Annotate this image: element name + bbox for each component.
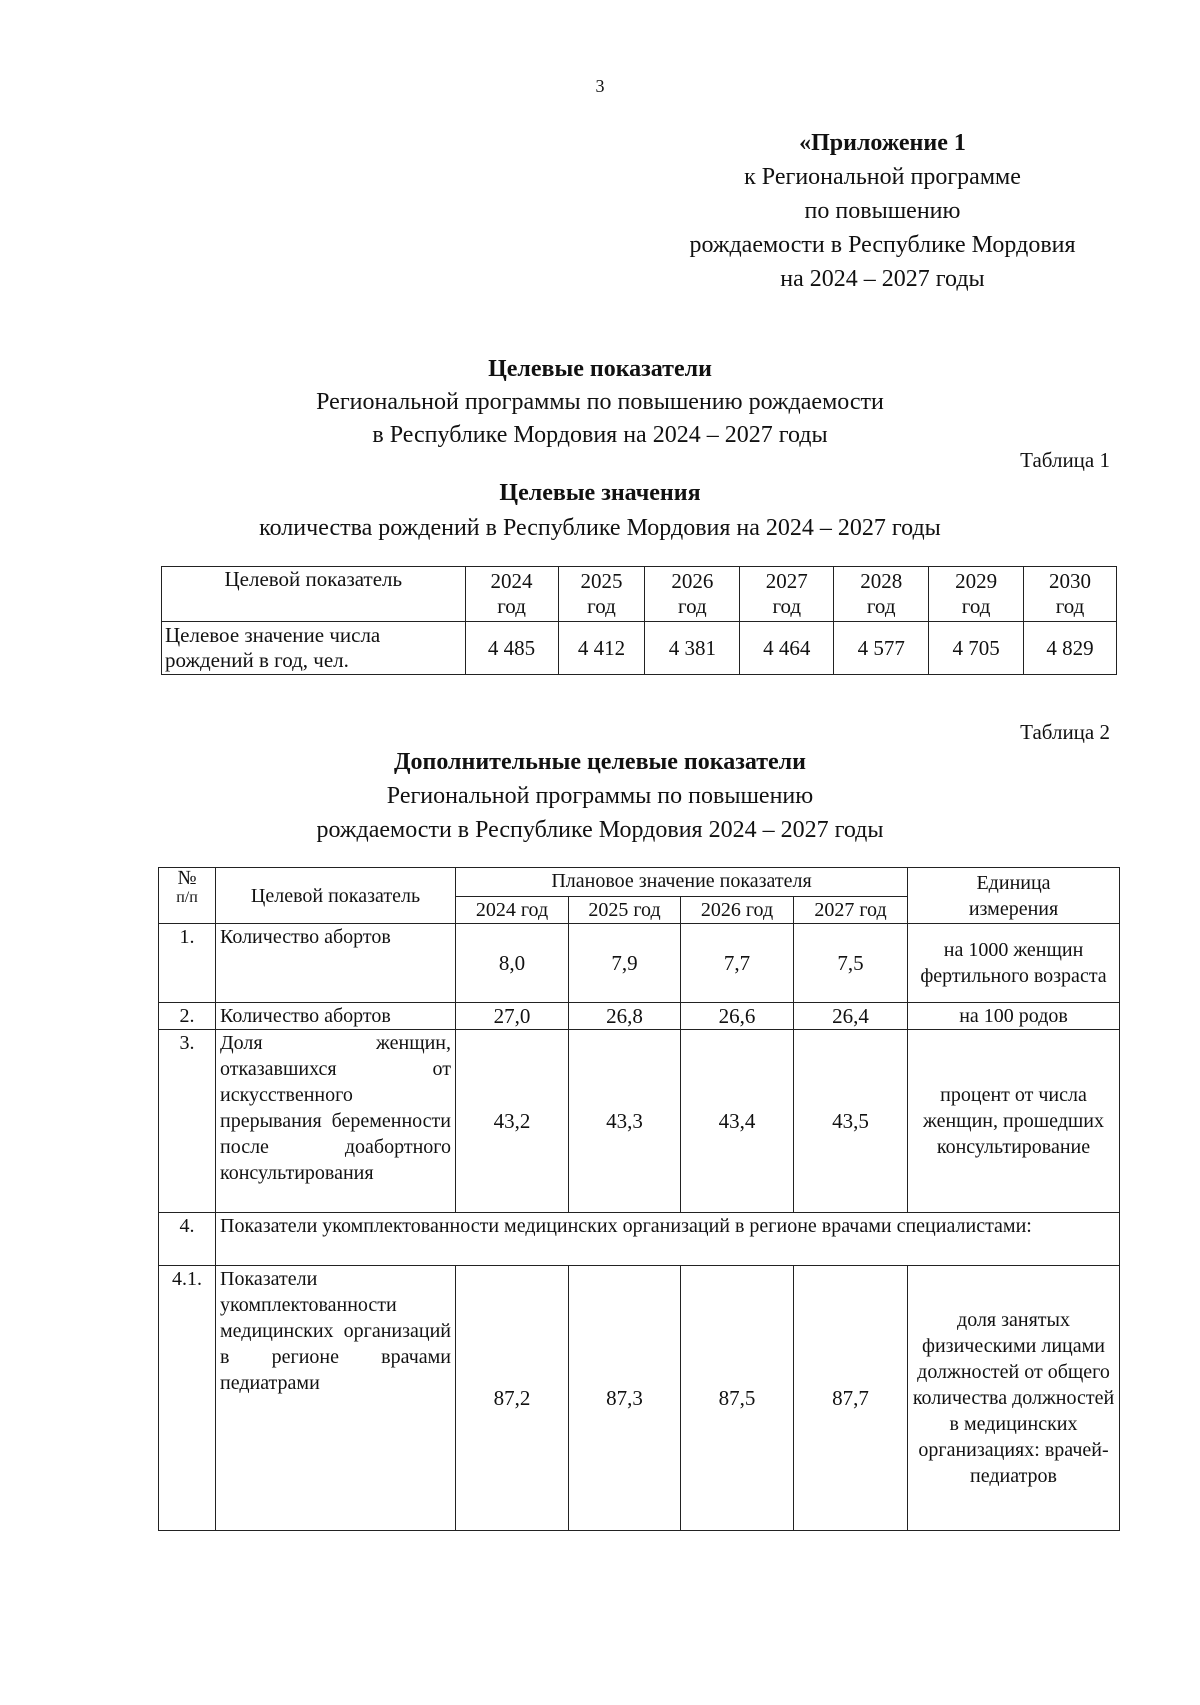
table2-year-2025: 2025 год: [569, 897, 681, 924]
table1-row-label: Целевое значение числа рождений в год, чел.: [162, 622, 466, 675]
page-number: 3: [595, 76, 605, 96]
row-value-2025: 26,8: [569, 1003, 681, 1030]
row-value-2024: 27,0: [456, 1003, 569, 1030]
table-row: [159, 1030, 1120, 1213]
row-indicator: Количество абортов: [216, 924, 456, 1003]
table2-header-indicator: Целевой показатель: [216, 868, 456, 924]
appendix-line-3: рождаемости в Республике Мордовия: [689, 232, 1076, 258]
table1-value-2026: 4 381: [645, 622, 740, 675]
row-number: 3.: [159, 1030, 216, 1213]
appendix-title: «Приложение 1: [799, 130, 966, 156]
targets-title: Целевые показатели: [488, 356, 712, 382]
table2-title: Дополнительные целевые показатели: [394, 749, 806, 775]
row-unit: на 1000 женщин фертильного возраста: [908, 924, 1120, 1003]
table1-year-2028: 2028 год: [834, 567, 929, 622]
table1-header-row: [162, 567, 1117, 622]
table2-subtitle-1: Региональной программы по повышению: [386, 783, 814, 809]
targets-heading: [0, 353, 1200, 452]
appendix-line-4: на 2024 – 2027 годы: [780, 266, 985, 292]
appendix-header: [650, 126, 1115, 296]
table1-value-2030: 4 829: [1024, 622, 1117, 675]
row-value-2027: 87,7: [794, 1266, 908, 1531]
table2-heading: [0, 745, 1200, 847]
row-number: 4.: [159, 1213, 216, 1266]
table1-value-2025: 4 412: [558, 622, 645, 675]
row-value-2024: 8,0: [456, 924, 569, 1003]
table1-label: Таблица 1: [1020, 448, 1110, 472]
table1-header-indicator: Целевой показатель: [162, 567, 466, 622]
table2-header-num: № п/п: [159, 868, 216, 924]
row-value-2024: 43,2: [456, 1030, 569, 1213]
table2-header-row-1: [159, 868, 1120, 897]
table1-year-2026: 2026 год: [645, 567, 740, 622]
row-number: 1.: [159, 924, 216, 1003]
row-value-2024: 87,2: [456, 1266, 569, 1531]
table2-year-2026: 2026 год: [681, 897, 794, 924]
row-value-2025: 7,9: [569, 924, 681, 1003]
row-indicator: Количество абортов: [216, 1003, 456, 1030]
table1-year-2027: 2027 год: [740, 567, 834, 622]
row-indicator: Доля женщин, отказавшихся от искусственного прерывания беременности после доабортного консультирования: [216, 1030, 456, 1213]
row-indicator: Показатели укомплектованности медицинских организаций в регионе врачами педиатрами: [216, 1266, 456, 1531]
table1-year-2025: 2025 год: [558, 567, 645, 622]
table2-header-unit: Единица измерения: [908, 868, 1120, 924]
row-value-2027: 7,5: [794, 924, 908, 1003]
table-row: [159, 924, 1120, 1003]
row-section-title: Показатели укомплектованности медицинских организаций в регионе врачами специалистами:: [216, 1213, 1120, 1266]
row-value-2026: 26,6: [681, 1003, 794, 1030]
table2-label: Таблица 2: [1020, 720, 1110, 744]
table1-year-2024: 2024 год: [465, 567, 558, 622]
row-value-2025: 43,3: [569, 1030, 681, 1213]
table1-subtitle: количества рождений в Республике Мордовия на 2024 – 2027 годы: [259, 515, 941, 541]
table1-title: Целевые значения: [499, 480, 701, 506]
table-row: [159, 1213, 1120, 1266]
additional-targets-table: [158, 867, 1120, 1531]
table1-data-row: [162, 622, 1117, 675]
row-value-2025: 87,3: [569, 1266, 681, 1531]
table2-header-planned: Плановое значение показателя: [456, 868, 908, 897]
targets-subtitle-1: Региональной программы по повышению рождаемости: [316, 389, 884, 415]
row-number: 4.1.: [159, 1266, 216, 1531]
row-unit: на 100 родов: [908, 1003, 1120, 1030]
table2-year-2024: 2024 год: [456, 897, 569, 924]
table2-subtitle-2: рождаемости в Республике Мордовия 2024 – 2027 годы: [316, 817, 884, 843]
table-row: [159, 1266, 1120, 1531]
birth-targets-table: [161, 566, 1117, 675]
row-value-2027: 26,4: [794, 1003, 908, 1030]
table1-value-2024: 4 485: [465, 622, 558, 675]
table-row: [159, 1003, 1120, 1030]
row-value-2026: 43,4: [681, 1030, 794, 1213]
row-value-2026: 7,7: [681, 924, 794, 1003]
table1-year-2030: 2030 год: [1024, 567, 1117, 622]
row-unit: доля занятых физическими лицами должностей от общего количества должностей в медицинских организациях: врачей-педиатров: [908, 1266, 1120, 1531]
row-value-2027: 43,5: [794, 1030, 908, 1213]
table1-value-2027: 4 464: [740, 622, 834, 675]
table1-year-2029: 2029 год: [929, 567, 1024, 622]
table1-value-2028: 4 577: [834, 622, 929, 675]
row-number: 2.: [159, 1003, 216, 1030]
row-value-2026: 87,5: [681, 1266, 794, 1531]
appendix-line-1: к Региональной программе: [744, 164, 1021, 190]
appendix-line-2: по повышению: [804, 198, 961, 224]
targets-subtitle-2: в Республике Мордовия на 2024 – 2027 годы: [372, 422, 828, 448]
table1-value-2029: 4 705: [929, 622, 1024, 675]
table2-year-2027: 2027 год: [794, 897, 908, 924]
table1-heading: [0, 476, 1200, 546]
row-unit: процент от числа женщин, прошедших консультирование: [908, 1030, 1120, 1213]
